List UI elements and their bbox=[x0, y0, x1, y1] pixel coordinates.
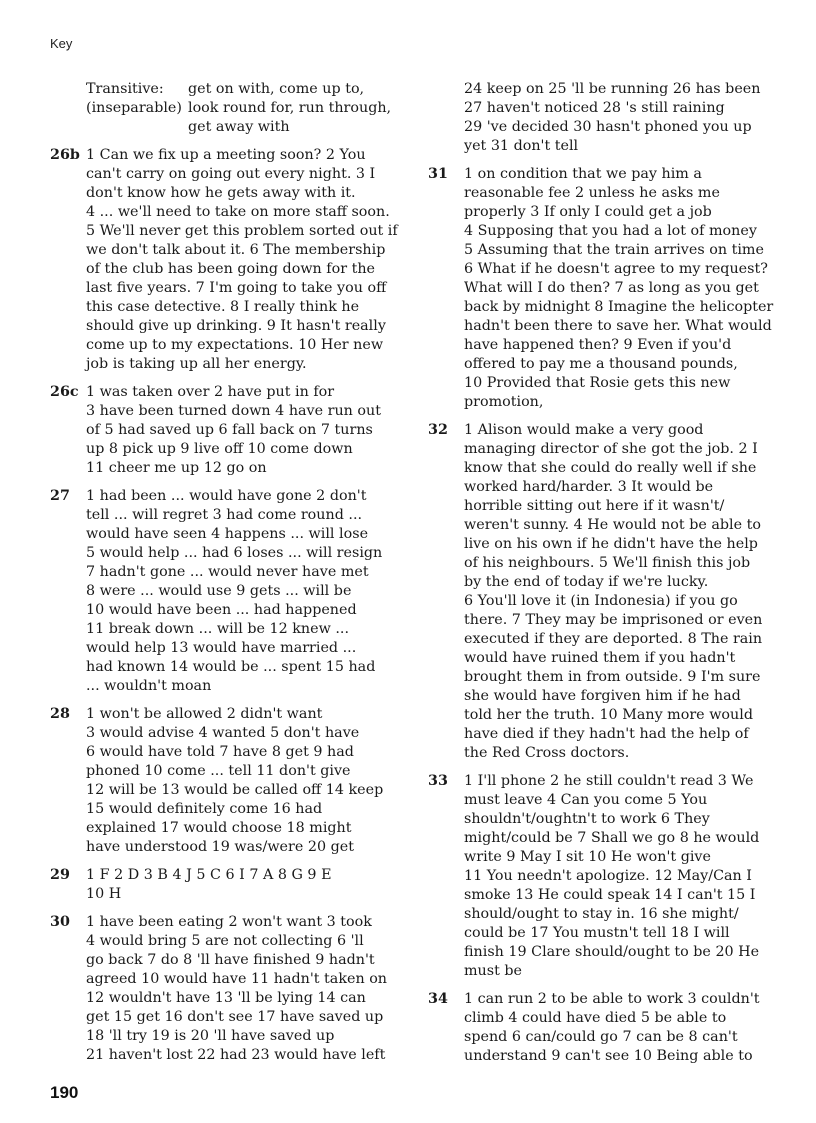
answer-line: 7 hadn't gone ... would never have met bbox=[86, 564, 369, 580]
page-number: 190 bbox=[50, 1083, 79, 1102]
answer-entry bbox=[428, 772, 778, 981]
exercise-number: 33 bbox=[428, 773, 448, 789]
transitive-value: get on with, come up to, bbox=[188, 81, 365, 97]
answer-line: 21 haven't lost 22 had 23 would have left bbox=[86, 1047, 386, 1063]
answer-line: had known 14 would be ... spent 15 had bbox=[86, 659, 376, 675]
answer-text bbox=[86, 866, 402, 904]
answer-line: managing director of she got the job. 2 I bbox=[464, 441, 758, 457]
answer-line: spend 6 can/could go 7 can be 8 can't bbox=[464, 1029, 738, 1045]
answer-line: 1 was taken over 2 have put in for bbox=[86, 384, 335, 400]
exercise-number: 32 bbox=[428, 422, 448, 438]
answer-line: shouldn't/oughtn't to work 6 They bbox=[464, 811, 710, 827]
answer-line: should/ought to stay in. 16 she might/ bbox=[464, 906, 739, 922]
answer-text bbox=[86, 146, 402, 374]
answer-text bbox=[86, 383, 402, 478]
answer-line: 10 Provided that Rosie gets this new bbox=[464, 375, 731, 391]
answer-line: have understood 19 was/were 20 get bbox=[86, 839, 354, 855]
answer-line: smoke 13 He could speak 14 I can't 15 I bbox=[464, 887, 756, 903]
answer-line: know that she could do really well if she bbox=[464, 460, 757, 476]
answer-text bbox=[86, 487, 402, 696]
transitive-values bbox=[188, 80, 402, 137]
answer-line: 1 Can we fix up a meeting soon? 2 You bbox=[86, 147, 366, 163]
answer-line: told her the truth. 10 Many more would bbox=[464, 707, 753, 723]
answer-line: job is taking up all her energy. bbox=[86, 356, 307, 372]
answer-line: horrible sitting out here if it wasn't/ bbox=[464, 498, 725, 514]
answer-line: 1 can run 2 to be able to work 3 couldn't bbox=[464, 991, 760, 1007]
answer-text bbox=[464, 165, 778, 412]
answer-line: should give up drinking. 9 It hasn't really bbox=[86, 318, 386, 334]
answer-line: 3 have been turned down 4 have run out bbox=[86, 403, 381, 419]
exercise-number: 34 bbox=[428, 991, 448, 1007]
left-column bbox=[50, 80, 402, 1074]
answer-entry bbox=[50, 146, 402, 374]
answer-line: ... wouldn't moan bbox=[86, 678, 212, 694]
answer-line: properly 3 If only I could get a job bbox=[464, 204, 712, 220]
answer-line: 5 would help ... had 6 loses ... will resign bbox=[86, 545, 383, 561]
answer-entry bbox=[50, 383, 402, 478]
exercise-number: 26c bbox=[50, 384, 79, 400]
answer-line: of the club has been going down for the bbox=[86, 261, 376, 277]
answer-line: 1 on condition that we pay him a bbox=[464, 166, 702, 182]
answer-line: 6 would have told 7 have 8 get 9 had bbox=[86, 744, 354, 760]
exercise-number: 29 bbox=[50, 867, 70, 883]
answer-line: have happened then? 9 Even if you'd bbox=[464, 337, 732, 353]
exercise-number: 30 bbox=[50, 914, 70, 930]
answer-line: What will I do then? 7 as long as you get bbox=[464, 280, 759, 296]
answer-entry bbox=[428, 80, 778, 156]
transitive-table bbox=[86, 80, 402, 137]
answer-line: don't know how he gets away with it. bbox=[86, 185, 356, 201]
answer-line: 1 won't be allowed 2 didn't want bbox=[86, 706, 323, 722]
answer-text bbox=[86, 705, 402, 857]
answer-line: 15 would definitely come 16 had bbox=[86, 801, 323, 817]
answer-line: 6 What if he doesn't agree to my request? bbox=[464, 261, 768, 277]
answer-line: 27 haven't noticed 28 's still raining bbox=[464, 100, 725, 116]
answer-line: 11 You needn't apologize. 12 May/Can I bbox=[464, 868, 752, 884]
answer-line: 10 would have been ... had happened bbox=[86, 602, 357, 618]
answer-line: brought them in from outside. 9 I'm sure bbox=[464, 669, 761, 685]
answer-line: phoned 10 come ... tell 11 don't give bbox=[86, 763, 351, 779]
answer-line: could be 17 You mustn't tell 18 I will bbox=[464, 925, 730, 941]
answer-line: worked hard/harder. 3 It would be bbox=[464, 479, 714, 495]
answer-text bbox=[464, 772, 778, 981]
answer-line: understand 9 can't see 10 Being able to bbox=[464, 1048, 753, 1064]
exercise-number: 31 bbox=[428, 166, 448, 182]
answer-line: must leave 4 Can you come 5 You bbox=[464, 792, 708, 808]
answer-text bbox=[464, 421, 778, 763]
answer-line: get 15 get 16 don't see 17 have saved up bbox=[86, 1009, 384, 1025]
answer-line: yet 31 don't tell bbox=[464, 138, 579, 154]
transitive-value: get away with bbox=[188, 119, 290, 135]
answer-text bbox=[464, 990, 778, 1066]
answer-line: come up to my expectations. 10 Her new bbox=[86, 337, 384, 353]
answer-line: go back 7 do 8 'll have finished 9 hadn't bbox=[86, 952, 375, 968]
answer-line: she would have forgiven him if he had bbox=[464, 688, 741, 704]
answer-line: offered to pay me a thousand pounds, bbox=[464, 356, 738, 372]
answer-line: agreed 10 would have 11 hadn't taken on bbox=[86, 971, 388, 987]
answer-line: live on his own if he didn't have the help bbox=[464, 536, 758, 552]
answer-entry bbox=[50, 487, 402, 696]
answer-line: 3 would advise 4 wanted 5 don't have bbox=[86, 725, 360, 741]
answer-line: 1 Alison would make a very good bbox=[464, 422, 704, 438]
transitive-label: Transitive: bbox=[86, 81, 164, 97]
answer-line: finish 19 Clare should/ought to be 20 He bbox=[464, 944, 760, 960]
answer-text bbox=[86, 913, 402, 1065]
answer-line: the Red Cross doctors. bbox=[464, 745, 630, 761]
answer-line: must be bbox=[464, 963, 523, 979]
answer-entry bbox=[428, 421, 778, 763]
answer-line: 6 You'll love it (in Indonesia) if you go bbox=[464, 593, 738, 609]
answer-line: 8 were ... would use 9 gets ... will be bbox=[86, 583, 352, 599]
answer-line: 4 Supposing that you had a lot of money bbox=[464, 223, 757, 239]
answer-line: of his neighbours. 5 We'll finish this job bbox=[464, 555, 751, 571]
answer-entry bbox=[50, 705, 402, 857]
answer-line: tell ... will regret 3 had come round ... bbox=[86, 507, 363, 523]
running-head: Key bbox=[50, 36, 73, 51]
answer-line: 24 keep on 25 'll be running 26 has been bbox=[464, 81, 761, 97]
answer-line: this case detective. 8 I really think he bbox=[86, 299, 360, 315]
answer-line: 11 cheer me up 12 go on bbox=[86, 460, 267, 476]
exercise-number bbox=[428, 80, 464, 156]
answer-line: 11 break down ... will be 12 knew ... bbox=[86, 621, 349, 637]
answer-line: climb 4 could have died 5 be able to bbox=[464, 1010, 727, 1026]
answer-line: back by midnight 8 Imagine the helicopter bbox=[464, 299, 774, 315]
answer-line: write 9 May I sit 10 He won't give bbox=[464, 849, 711, 865]
answer-line: 12 wouldn't have 13 'll be lying 14 can bbox=[86, 990, 366, 1006]
answer-line: 1 F 2 D 3 B 4 J 5 C 6 I 7 A 8 G 9 E bbox=[86, 867, 332, 883]
answer-line: of 5 had saved up 6 fall back on 7 turns bbox=[86, 422, 373, 438]
answer-line: 4 ... we'll need to take on more staff soon. bbox=[86, 204, 390, 220]
answer-line: would have seen 4 happens ... will lose bbox=[86, 526, 369, 542]
answer-line: might/could be 7 Shall we go 8 he would bbox=[464, 830, 760, 846]
answer-line: 12 will be 13 would be called off 14 keep bbox=[86, 782, 384, 798]
answer-line: 18 'll try 19 is 20 'll have saved up bbox=[86, 1028, 335, 1044]
answer-line: would have ruined them if you hadn't bbox=[464, 650, 736, 666]
answer-line: 5 We'll never get this problem sorted out if bbox=[86, 223, 398, 239]
answer-line: executed if they are deported. 8 The rain bbox=[464, 631, 763, 647]
right-column bbox=[428, 80, 778, 1075]
answer-line: 29 've decided 30 hasn't phoned you up bbox=[464, 119, 752, 135]
answer-line: hadn't been there to save her. What would bbox=[464, 318, 772, 334]
transitive-value: look round for, run through, bbox=[188, 100, 392, 116]
exercise-number: 26b bbox=[50, 147, 80, 163]
transitive-labels bbox=[86, 80, 188, 137]
answer-line: 1 had been ... would have gone 2 don't bbox=[86, 488, 367, 504]
inseparable-label: (inseparable) bbox=[86, 100, 182, 116]
answer-line: we don't talk about it. 6 The membership bbox=[86, 242, 386, 258]
answer-line: 4 would bring 5 are not collecting 6 'll bbox=[86, 933, 364, 949]
answer-line: weren't sunny. 4 He would not be able to bbox=[464, 517, 761, 533]
exercise-number: 27 bbox=[50, 488, 70, 504]
answer-line: promotion, bbox=[464, 394, 544, 410]
answer-entry bbox=[428, 165, 778, 412]
answer-line: there. 7 They may be imprisoned or even bbox=[464, 612, 763, 628]
answer-line: 5 Assuming that the train arrives on time bbox=[464, 242, 764, 258]
answer-line: have died if they hadn't had the help of bbox=[464, 726, 749, 742]
answer-entry bbox=[50, 913, 402, 1065]
answer-entry bbox=[428, 990, 778, 1066]
answer-line: up 8 pick up 9 live off 10 come down bbox=[86, 441, 353, 457]
answer-line: by the end of today if we're lucky. bbox=[464, 574, 709, 590]
answer-line: can't carry on going out every night. 3 I bbox=[86, 166, 376, 182]
answer-line: would help 13 would have married ... bbox=[86, 640, 357, 656]
answer-line: 10 H bbox=[86, 886, 122, 902]
answer-line: 1 I'll phone 2 he still couldn't read 3 We bbox=[464, 773, 754, 789]
answer-entry bbox=[50, 866, 402, 904]
answer-line: explained 17 would choose 18 might bbox=[86, 820, 352, 836]
exercise-number: 28 bbox=[50, 706, 70, 722]
answer-text bbox=[464, 80, 778, 156]
answer-line: 1 have been eating 2 won't want 3 took bbox=[86, 914, 372, 930]
answer-line: reasonable fee 2 unless he asks me bbox=[464, 185, 720, 201]
answer-line: last five years. 7 I'm going to take you off bbox=[86, 280, 387, 296]
